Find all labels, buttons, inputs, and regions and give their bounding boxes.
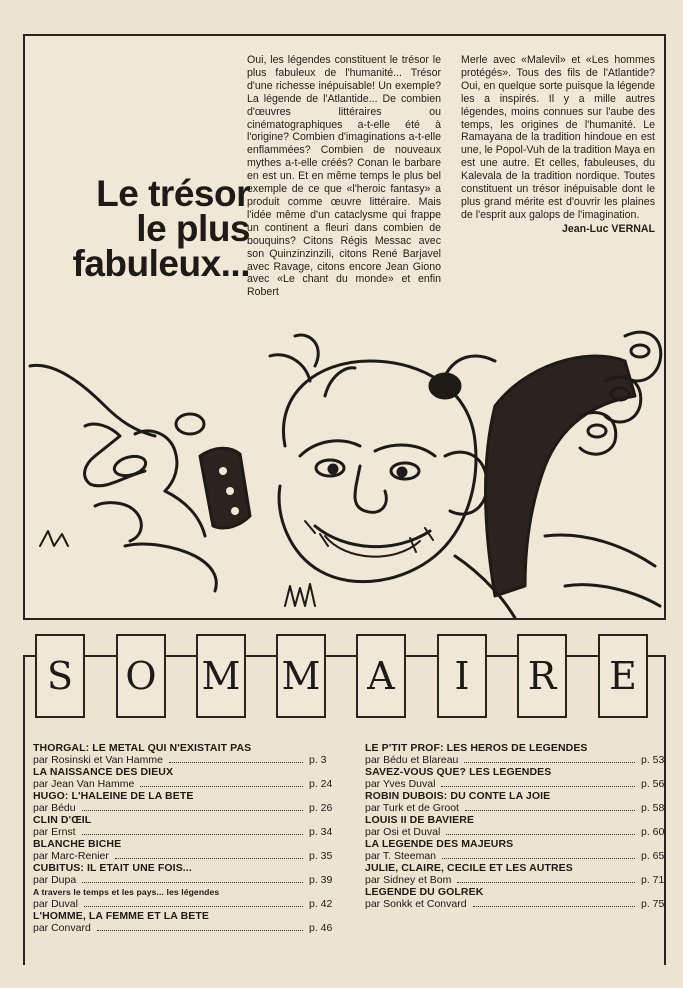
toc-entry-title: LEGENDE DU GOLREK [365, 886, 484, 898]
toc-entry-author: par Sidney et Bom [365, 874, 452, 886]
toc-entry-author: par Rosinski et Van Hamme [33, 754, 163, 766]
toc-entry-line [365, 754, 665, 766]
toc-entry [365, 790, 665, 814]
toc-leader-dots [82, 826, 303, 835]
toc-leader-dots [446, 826, 635, 835]
toc-entry-author: par Convard [33, 922, 91, 934]
toc-entry-page: p. 53 [641, 754, 665, 766]
toc-entry-page: p. 3 [309, 754, 327, 766]
sommaire-letter-box: M [196, 634, 246, 718]
toc-entry-title: THORGAL: LE METAL QUI N'EXISTAIT PAS [33, 742, 252, 754]
toc-entry-title: LOUIS II DE BAVIERE [365, 814, 475, 826]
toc-entry [365, 862, 665, 886]
toc-entry-page: p. 58 [641, 802, 665, 814]
toc-leader-dots [457, 874, 635, 883]
toc-entry-author: par Turk et de Groot [365, 802, 459, 814]
toc-entry-title: CLIN D'ŒIL [33, 814, 92, 826]
toc-leader-dots [464, 754, 635, 763]
article-title [35, 173, 250, 284]
toc-entry-page: p. 46 [309, 922, 333, 934]
toc-entry-author: par Bédu et Blareau [365, 754, 459, 766]
toc-right-column [365, 742, 665, 910]
toc-entry-line [33, 802, 333, 814]
toc-entry-title: A travers le temps et les pays... les légendes [33, 887, 220, 897]
toc-leader-dots [82, 802, 303, 811]
toc-entry-line [365, 826, 665, 838]
toc-entry-title: LA NAISSANCE DES DIEUX [33, 766, 174, 778]
toc-entry-line [365, 898, 665, 910]
toc-entry-line [33, 826, 333, 838]
toc-entry [365, 742, 665, 766]
toc-leader-dots [82, 874, 303, 883]
title-line-2: le plus [136, 208, 250, 249]
toc-entry-page: p. 42 [309, 898, 333, 910]
toc-entry-page: p. 65 [641, 850, 665, 862]
toc-entry-page: p. 56 [641, 778, 665, 790]
toc-entry-title: LE P'TIT PROF: LES HEROS DE LEGENDES [365, 742, 588, 754]
toc-entry-author: par T. Steeman [365, 850, 437, 862]
article-frame [23, 34, 666, 620]
toc-entry-page: p. 35 [309, 850, 333, 862]
toc-leader-dots [140, 778, 303, 787]
toc-entry [33, 766, 333, 790]
toc-entry-page: p. 39 [309, 874, 333, 886]
article-author: Jean-Luc VERNAL [561, 222, 655, 235]
toc-entry-author: par Jean Van Hamme [33, 778, 135, 790]
sommaire-letter-box: R [517, 634, 567, 718]
sommaire-letter-box: E [598, 634, 648, 718]
toc-entry-page: p. 24 [309, 778, 333, 790]
toc-entry-line [33, 898, 333, 910]
toc-entry-author: par Osi et Duval [365, 826, 441, 838]
toc-entry [365, 886, 665, 910]
article-column-2-text: Merle avec «Malevil» et «Les hommes protégés». Tous des fils de l'Atlantide? Oui, en quelque sorte puisque la légende les a inspirés. Il y a mille autres légendes, moins connues sur l'aube des temps, les origines de l'humanité. Le Ramayana de la tradition hindoue en est une, le Popol-Vuh de la tradition Maya en est une autre. Et celles, fabuleuses, du Kalevala de la tradition nordique. Toutes constituent un trésor inépuisable dont le plus grand mérite est d'ouvrir les plaines de l'esprit aux galops de l'imagination. [461, 54, 655, 221]
toc-entry [365, 766, 665, 790]
toc-entry-page: p. 34 [309, 826, 333, 838]
toc-entry-author: par Yves Duval [365, 778, 436, 790]
toc-entry [33, 838, 333, 862]
toc-leader-dots [442, 850, 635, 859]
sommaire-letter-box: O [116, 634, 166, 718]
toc-leader-dots [465, 802, 635, 811]
toc-entry [33, 814, 333, 838]
toc-entry-line [365, 802, 665, 814]
toc-leader-dots [84, 898, 303, 907]
sommaire-heading [23, 630, 666, 725]
toc-entry-title: HUGO: L'HALEINE DE LA BETE [33, 790, 194, 802]
toc-entry [33, 862, 333, 886]
toc-entry-page: p. 71 [641, 874, 665, 886]
toc-entry-title: SAVEZ-VOUS QUE? LES LEGENDES [365, 766, 552, 778]
toc-leader-dots [97, 922, 303, 931]
toc-leader-dots [441, 778, 635, 787]
title-line-3: fabuleux... [72, 243, 250, 284]
sommaire-letter-box: I [437, 634, 487, 718]
toc-entry-line [365, 778, 665, 790]
toc-entry-page: p. 26 [309, 802, 333, 814]
toc-entry-author: par Duval [33, 898, 78, 910]
toc-entry [365, 838, 665, 862]
toc-entry-title: L'HOMME, LA FEMME ET LA BETE [33, 910, 210, 922]
toc-entry [365, 814, 665, 838]
toc-entry-line [33, 874, 333, 886]
toc-entry-author: par Bédu [33, 802, 76, 814]
sommaire-letter-box: M [276, 634, 326, 718]
toc-entry-author: par Sonkk et Convard [365, 898, 467, 910]
toc-entry-title: LA LEGENDE DES MAJEURS [365, 838, 514, 850]
toc-entry-author: par Marc-Renier [33, 850, 109, 862]
toc-entry-page: p. 60 [641, 826, 665, 838]
article-column-1: Oui, les légendes constituent le trésor le plus fabuleux de l'humanité... Trésor d'une richesse inépuisable! Un exemple? La légende de l'Atlantide... De combien d'œuvres littéraires ou cinématographiques a-t-elle été à l'origine? Combien d'imaginations a-t-elle enflammées? Combien de nouveaux mythes a-t-elle créés? Conan le barbare en est un. Et en même temps le plus bel exemple de ce que «l'heroic fantasy» a produit comme œuvre littéraire. Mais l'idée même d'un cataclysme qui frappe un continent a fleuri dans combien de bouquins? Citons Régis Messac avec son Quinzinzinzili, citons René Barjavel avec Ravage, citons encore Jean Giono avec «Le chant du monde» et enfin Robert [247, 54, 441, 299]
toc-left-column [33, 742, 333, 934]
toc-entry-page: p. 75 [641, 898, 665, 910]
toc-entry-line [365, 874, 665, 886]
toc-entry [33, 886, 333, 910]
toc-entry-line [33, 754, 333, 766]
toc-leader-dots [169, 754, 303, 763]
toc-entry-line [33, 850, 333, 862]
sommaire-letter-box: S [35, 634, 85, 718]
toc-leader-dots [473, 898, 635, 907]
toc-entry-line [33, 778, 333, 790]
toc-entry [33, 910, 333, 934]
toc-entry [33, 742, 333, 766]
toc-entry-title: ROBIN DUBOIS: DU CONTE LA JOIE [365, 790, 551, 802]
toc-entry-line [33, 922, 333, 934]
toc-entry-title: CUBITUS: IL ETAIT UNE FOIS... [33, 862, 192, 874]
toc-leader-dots [115, 850, 303, 859]
toc-entry-line [365, 850, 665, 862]
article-column-2 [461, 54, 655, 236]
title-line-1: Le trésor [96, 173, 250, 214]
toc-entry-title: JULIE, CLAIRE, CECILE ET LES AUTRES [365, 862, 573, 874]
toc-entry-title: BLANCHE BICHE [33, 838, 122, 850]
toc-entry-author: par Dupa [33, 874, 77, 886]
toc-entry [33, 790, 333, 814]
toc-entry-author: par Ernst [33, 826, 76, 838]
giant-creature-illustration [25, 306, 664, 618]
toc-left-border [23, 655, 25, 965]
sommaire-letter-box: A [356, 634, 406, 718]
